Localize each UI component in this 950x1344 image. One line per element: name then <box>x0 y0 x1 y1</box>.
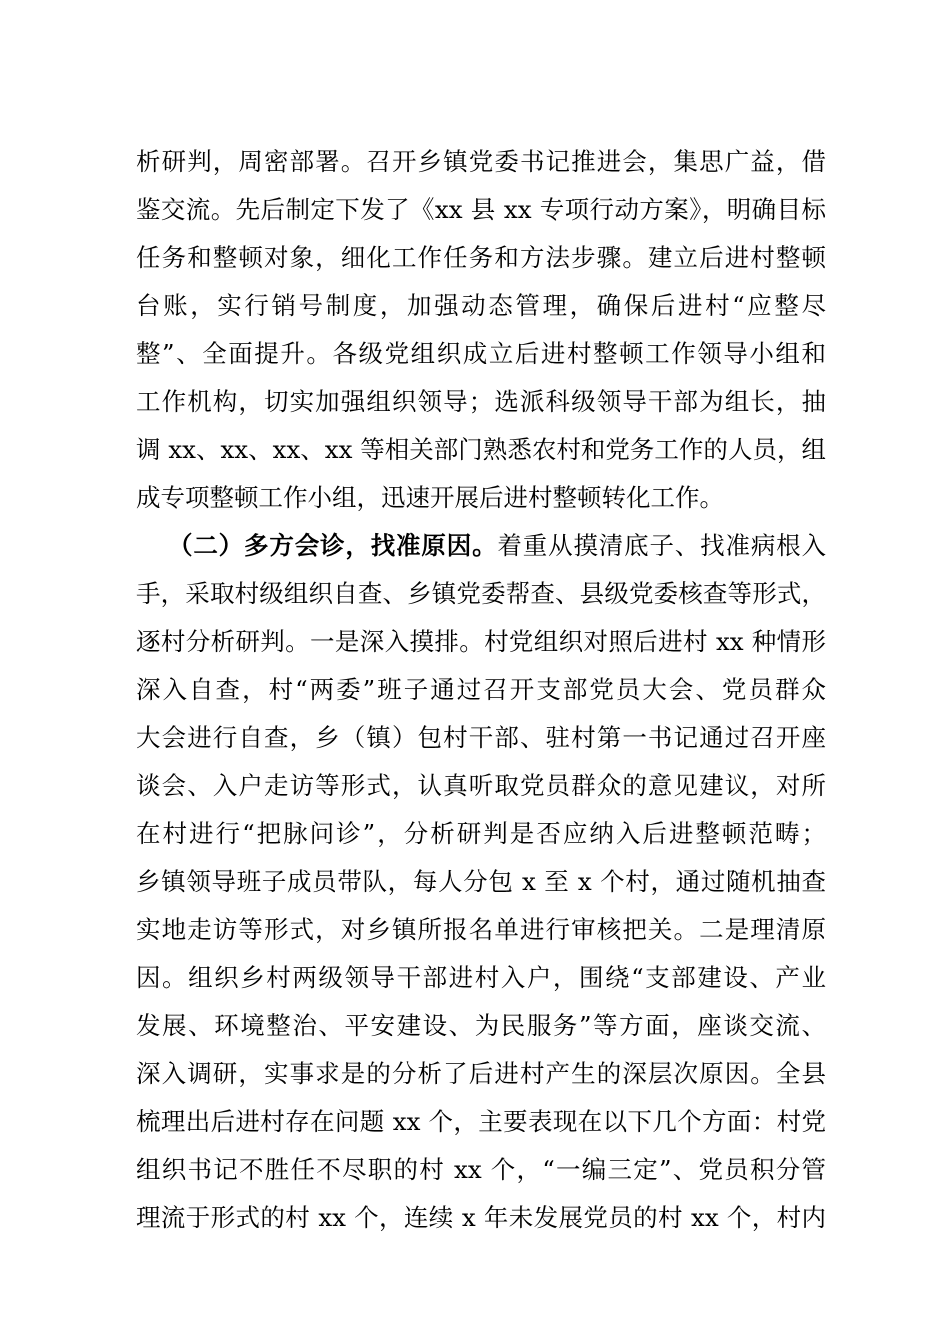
paragraph-line: 析研判，周密部署。召开乡镇党委书记推进会，集思广益，借 <box>136 147 826 176</box>
paragraph-line: 发展、环境整治、平安建设、为民服务”等方面，座谈交流、 <box>136 1011 826 1040</box>
paragraph-line: 台账，实行销号制度，加强动态管理，确保后进村“应整尽 <box>136 291 826 320</box>
paragraph-line: 鉴交流。先后制定下发了《xx 县 xx 专项行动方案》，明确目标 <box>136 195 826 224</box>
paragraph-line: 乡镇领导班子成员带队，每人分包 x 至 x 个村，通过随机抽查 <box>136 867 826 896</box>
section-heading: （二）多方会诊，找准原因。 <box>168 531 498 560</box>
paragraph-line: 调 xx、xx、xx、xx 等相关部门熟悉农村和党务工作的人员，组 <box>136 435 826 464</box>
paragraph-line: 在村进行“把脉问诊”，分析研判是否应纳入后进整顿范畴； <box>136 819 826 848</box>
paragraph-line: 逐村分析研判。一是深入摸排。村党组织对照后进村 xx 种情形 <box>136 627 826 656</box>
paragraph-line: 理流于形式的村 xx 个，连续 x 年未发展党员的村 xx 个，村内 <box>136 1203 826 1232</box>
paragraph-line: 大会进行自查，乡（镇）包村干部、驻村第一书记通过召开座 <box>136 723 826 752</box>
paragraph-line: 任务和整顿对象，细化工作任务和方法步骤。建立后进村整顿 <box>136 243 826 272</box>
paragraph-line: 因。组织乡村两级领导干部进村入户，围绕“支部建设、产业 <box>136 963 826 992</box>
paragraph-line: 工作机构，切实加强组织领导；选派科级领导干部为组长，抽 <box>136 387 826 416</box>
paragraph-line: 深入自查，村“两委”班子通过召开支部党员大会、党员群众 <box>136 675 826 704</box>
paragraph-line: 谈会、入户走访等形式，认真听取党员群众的意见建议，对所 <box>136 771 826 800</box>
paragraph-line: 成专项整顿工作小组，迅速开展后进村整顿转化工作。 <box>136 483 724 512</box>
paragraph-line: 整”、全面提升。各级党组织成立后进村整顿工作领导小组和 <box>136 339 826 368</box>
paragraph-line: 深入调研，实事求是的分析了后进村产生的深层次原因。全县 <box>136 1059 826 1088</box>
paragraph-line: 实地走访等形式，对乡镇所报名单进行审核把关。二是理清原 <box>136 915 826 944</box>
paragraph-text: 着重从摸清底子、找准病根入 <box>497 531 827 560</box>
section-heading-line <box>168 530 826 562</box>
paragraph-line: 手，采取村级组织自查、乡镇党委帮查、县级党委核查等形式， <box>136 579 826 608</box>
paragraph-line: 梳理出后进村存在问题 xx 个，主要表现在以下几个方面：村党 <box>136 1107 826 1136</box>
paragraph-line: 组织书记不胜任不尽职的村 xx 个，“一编三定”、党员积分管 <box>136 1155 826 1184</box>
